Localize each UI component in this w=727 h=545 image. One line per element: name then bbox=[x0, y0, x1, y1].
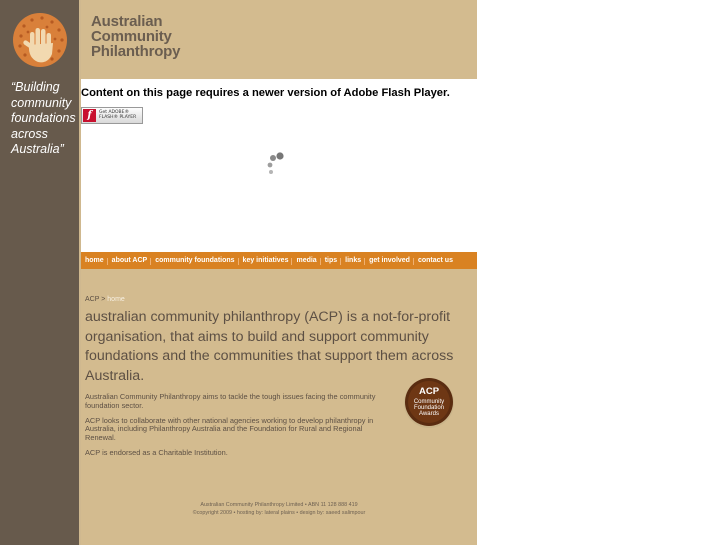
main-content bbox=[81, 269, 477, 545]
nav-tips[interactable]: tips bbox=[321, 257, 341, 264]
footer-company-line: Australian Community Philanthropy Limited • ABN 11 128 888 419 bbox=[200, 502, 358, 508]
nav-about-acp[interactable]: about ACP bbox=[108, 257, 152, 264]
body-paragraph: ACP looks to collaborate with other national agencies working to develop philanthropy in Australia, including Philanthropy Australia and the Foundation for Rural and Regional Renewal. bbox=[85, 415, 374, 443]
breadcrumb bbox=[85, 296, 125, 303]
brand-line-1: Australian bbox=[91, 13, 163, 30]
flash-content-area bbox=[81, 79, 477, 252]
breadcrumb-separator: > bbox=[101, 296, 106, 303]
flash-required-message: Content on this page requires a newer version of Adobe Flash Player. bbox=[81, 87, 450, 99]
nav-links[interactable]: links bbox=[341, 257, 365, 264]
body-paragraph: ACP is endorsed as a Charitable Institution. bbox=[85, 447, 228, 457]
nav-community-foundations[interactable]: community foundations bbox=[151, 257, 238, 264]
nav-get-involved[interactable]: get involved bbox=[365, 257, 414, 264]
main-nav bbox=[81, 252, 477, 269]
footer-copyright-line: ©copyright 2009 • hosting by: lateral plains • design by: saeed salimpour bbox=[192, 510, 366, 516]
left-sidebar bbox=[0, 0, 79, 545]
footer bbox=[81, 501, 477, 517]
breadcrumb-current: home bbox=[107, 296, 125, 303]
brand-line-2: Community bbox=[91, 28, 172, 45]
nav-contact-us[interactable]: contact us bbox=[414, 257, 457, 264]
flash-icon: f bbox=[83, 109, 96, 122]
body-paragraph: Australian Community Philanthropy aims to tackle the tough issues facing the community foundation sector. bbox=[85, 392, 376, 410]
award-title: ACP bbox=[418, 386, 440, 397]
get-flash-player-button[interactable] bbox=[81, 107, 143, 124]
brand-wordmark[interactable] bbox=[91, 14, 180, 59]
award-line-3: Foundation bbox=[413, 405, 445, 411]
loading-spinner-icon bbox=[265, 151, 287, 177]
breadcrumb-root-link[interactable]: ACP bbox=[85, 296, 100, 303]
brand-line-3: Philanthropy bbox=[91, 43, 181, 60]
intro-statement: australian community philanthropy (ACP) is a not-for-profit organisation, that aims to build and support community foundations and the communities that support them across Australia. bbox=[85, 309, 454, 384]
nav-home[interactable]: home bbox=[85, 257, 104, 264]
award-line-2: Community bbox=[413, 399, 445, 405]
nav-media[interactable]: media bbox=[292, 257, 320, 264]
award-line-4: Awards bbox=[419, 411, 439, 417]
acp-awards-badge[interactable] bbox=[403, 376, 455, 428]
page-background-right bbox=[477, 0, 727, 545]
hand-logo-icon[interactable] bbox=[12, 12, 68, 68]
get-flash-label: Get ADOBE® FLASH® PLAYER bbox=[99, 110, 137, 120]
nav-key-initiatives[interactable]: key initiatives bbox=[239, 257, 293, 264]
header bbox=[81, 0, 477, 79]
body-text bbox=[85, 393, 395, 464]
tagline: “Building community foundations across Australia” bbox=[11, 80, 76, 156]
